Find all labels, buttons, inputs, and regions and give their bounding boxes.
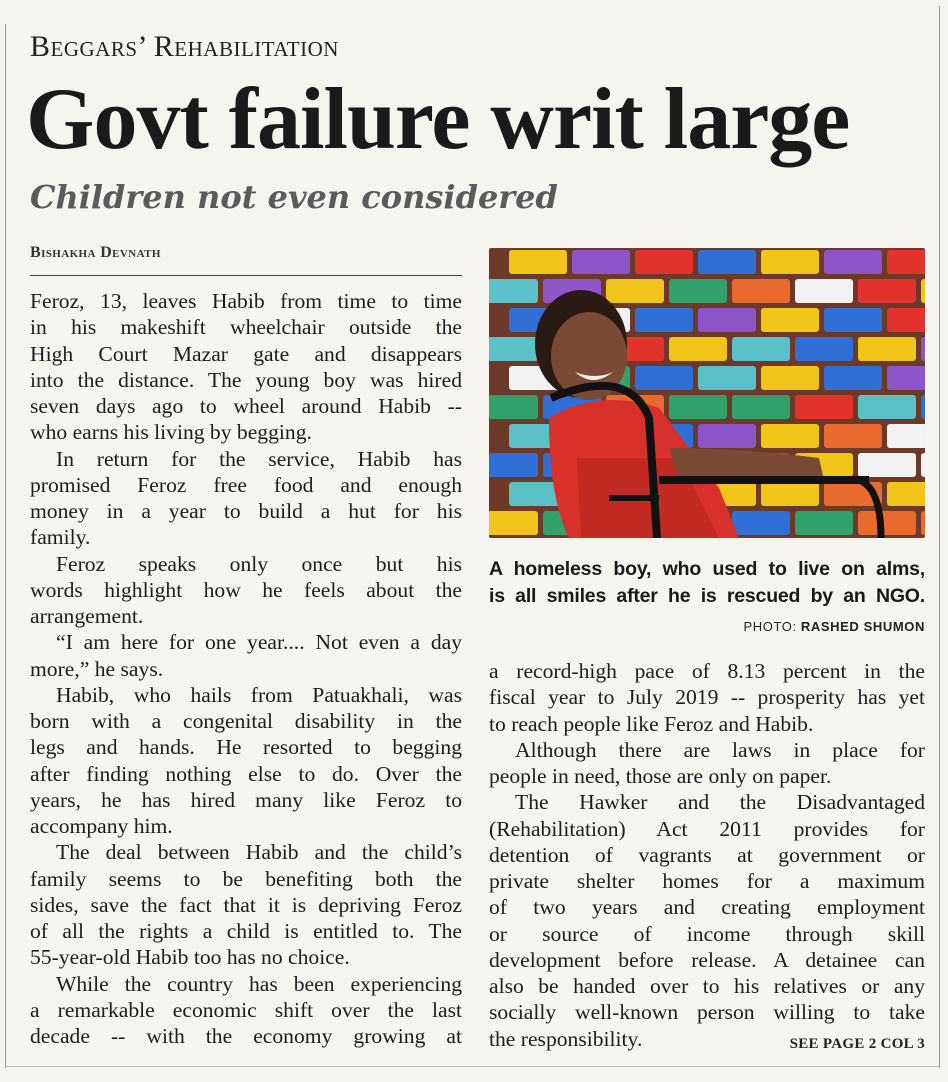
article-text-line: years, he has hired many like Feroz to [30, 787, 462, 812]
wall-brick [887, 366, 925, 390]
article-text-line: more,” he says. [30, 656, 164, 681]
wall-brick [824, 308, 882, 332]
wall-brick [795, 395, 853, 419]
article-text-line: 55-year-old Habib too has no choice. [30, 945, 350, 970]
article-text-line: fiscal year to July 2019 -- prosperity has yet [489, 685, 925, 710]
photo-caption [489, 556, 925, 610]
article-text-line: “I am here for one year.... Not even a day [56, 630, 462, 655]
wall-brick [887, 308, 925, 332]
article-text-line: In return for the service, Habib has [56, 446, 462, 471]
column-rule-right [939, 6, 940, 1068]
article-text-line: Feroz speaks only once but his [56, 551, 462, 576]
page-bottom-rule [5, 1066, 940, 1067]
photo-credit-label: PHOTO: [743, 619, 797, 634]
wall-brick [921, 453, 925, 477]
wall-brick [887, 482, 925, 506]
wall-brick [795, 337, 853, 361]
article-text-line: promised Feroz free food and enough [30, 472, 462, 497]
wall-brick [669, 279, 727, 303]
continued-on-jump-line[interactable]: SEE PAGE 2 COL 3 [789, 1036, 925, 1052]
article-text-line: born with a congenital disability in the [30, 709, 462, 733]
article-text-line: also be handed over to his relatives or any [489, 974, 925, 998]
article-text-line: socially well-known person willing to take [489, 1000, 925, 1025]
article-text-line: arrangement. [30, 604, 144, 628]
article-text-line: or source of income through skill [489, 921, 925, 946]
column-rule-left [5, 24, 6, 1068]
photo-credit-name: RASHED SHUMON [800, 619, 925, 634]
article-text-line: of two years and creating employment [489, 895, 925, 920]
wall-brick [669, 337, 727, 361]
caption-line: A homeless boy, who used to live on alms, [489, 558, 925, 580]
article-text-line: detention of vagrants at government or [489, 842, 925, 867]
wall-brick [761, 482, 819, 506]
article-text-line: a remarkable economic shift over the last [30, 997, 462, 1022]
article-text-line: private shelter homes for a maximum [489, 869, 925, 893]
article-text-line: money in a year to build a hut for his [30, 499, 462, 523]
photo-credit [489, 619, 925, 634]
byline-divider [30, 275, 462, 276]
wall-brick [489, 279, 538, 303]
wall-brick [921, 337, 925, 361]
wall-brick [858, 337, 916, 361]
article-text-line: Feroz, 13, leaves Habib from time to time [30, 289, 462, 313]
article-text-line: words highlight how he feels about the [30, 577, 462, 602]
article-text-line: people in need, those are only on paper. [489, 764, 832, 788]
article-text-line: legs and hands. He resorted to begging [30, 735, 462, 760]
article-body-right-column [489, 658, 925, 1052]
wall-brick [732, 511, 790, 535]
wall-brick [489, 511, 538, 535]
article-photo [489, 248, 925, 538]
wall-brick [698, 308, 756, 332]
article-text-line: While the country has been experiencing [56, 971, 462, 996]
wall-brick [824, 424, 882, 448]
wall-brick [509, 250, 567, 274]
article-text-line: a record-high pace of 8.13 percent in the [489, 659, 925, 683]
article-body-left-column [30, 288, 462, 1049]
wall-brick [572, 250, 630, 274]
wall-brick [635, 250, 693, 274]
article-text-line: accompany him. [30, 814, 173, 838]
wall-brick [698, 366, 756, 390]
article-text-line: The Hawker and the Disadvantaged [515, 790, 925, 815]
wall-brick [635, 308, 693, 332]
wall-brick [761, 250, 819, 274]
article-text-line: High Court Mazar gate and disappears [30, 341, 462, 366]
wall-brick [761, 366, 819, 390]
article-text-line: after finding nothing else to do. Over the [30, 761, 462, 786]
article-text-line: family seems to be benefiting both the [30, 866, 462, 891]
wall-brick [732, 279, 790, 303]
wall-brick [858, 395, 916, 419]
wall-brick [921, 279, 925, 303]
wall-brick [489, 453, 538, 477]
article-text-line: The deal between Habib and the child’s [56, 840, 462, 865]
wall-brick [858, 279, 916, 303]
caption-line: is all smiles after he is rescued by an NGO. [489, 585, 925, 607]
article-text-line: Although there are laws in place for [515, 737, 925, 762]
wall-brick [635, 366, 693, 390]
wall-brick [732, 337, 790, 361]
subheadline-deck: Children not even considered [30, 178, 558, 216]
byline: Bishakha Devnath [30, 244, 161, 261]
article-text-line: seven days ago to wheel around Habib -- [30, 394, 462, 418]
article-text-line: who earns his living by begging. [30, 420, 312, 445]
wall-brick [921, 395, 925, 419]
article-text-line: Habib, who hails from Patuakhali, was [56, 682, 462, 707]
article-text-line: family. [30, 525, 91, 550]
headline: Govt failure writ large [26, 71, 850, 168]
article-text-line: of all the rights a child is entitled to. The [30, 919, 462, 943]
wall-brick [887, 250, 925, 274]
wall-brick [606, 279, 664, 303]
article-text-line: development before release. A detainee can [489, 947, 925, 972]
wall-brick [824, 366, 882, 390]
section-kicker: Beggars’ Rehabilitation [30, 30, 339, 63]
wall-brick [795, 511, 853, 535]
wall-brick [887, 424, 925, 448]
wall-brick [795, 279, 853, 303]
wall-brick [489, 337, 538, 361]
photo-boy-in-wheelchair [489, 248, 925, 538]
article-text-line: decade -- with the economy growing at [30, 1024, 462, 1048]
wall-brick [761, 308, 819, 332]
wall-brick [824, 250, 882, 274]
wall-brick [698, 250, 756, 274]
article-text-line: sides, save the fact that it is depriving Feroz [30, 892, 462, 917]
wall-brick [761, 424, 819, 448]
wall-brick [858, 453, 916, 477]
wall-brick [698, 424, 756, 448]
wall-brick [489, 395, 538, 419]
article-text-line: into the distance. The young boy was hired [30, 367, 462, 392]
article-text-line: in his makeshift wheelchair outside the [30, 315, 462, 340]
wall-brick [669, 395, 727, 419]
article-text-line: (Rehabilitation) Act 2011 provides for [489, 816, 925, 841]
article-text-line: to reach people like Feroz and Habib. [489, 711, 814, 736]
article-text-line: the responsibility. [489, 1026, 643, 1051]
wall-brick [858, 511, 916, 535]
wall-brick [732, 395, 790, 419]
wall-brick [921, 511, 925, 535]
